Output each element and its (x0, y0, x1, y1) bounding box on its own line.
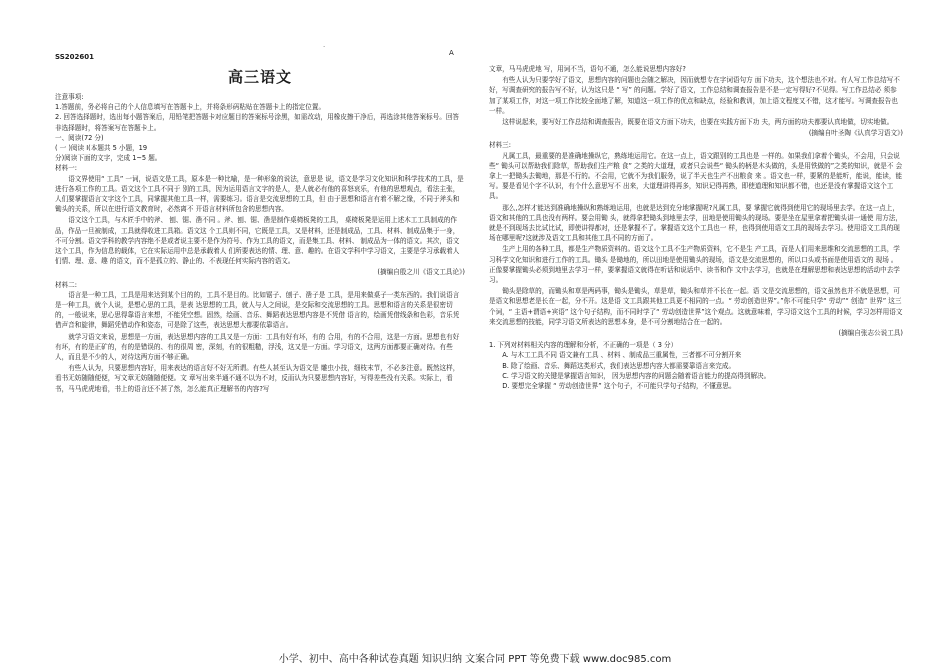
material-2-para-2: 就学习语文来说，思想是一方面，表达思想内容的工具又是一方面：工具有好有坏，有的 合用，有的不合用，这是一方面。思想也有好有坏，有的是正矿的，有的是错误的、有的很周 密，深刻，有的很粗糙，浮浅，这又是一方面。学习语文，这两方面都要正确对待。有些人，而且是不少的人，对待这两方面不够正确。 (55, 332, 460, 362)
section-part1: ( 一 )阅读 I(本题共 5 小题，19 (55, 144, 148, 153)
material-2-para-3: 有些人认为，只要思想内容好，用来表达的语言好不好无所谓。有些人甚至认为语文是 雕虫小技，细枝末节，不必多注意。既然这样，看书无妨随随便便，写文章无妨随随便便。文 章写出来半通不通不以为不对，反而认为只要思想内容好，写得差些没有关系。实际上，看 书，马马虎虎地看，书上的语言还不甚了然，怎么能真正理解书的内容?写 (55, 364, 460, 393)
notice-heading: 注意事项: (55, 93, 84, 101)
material-2-continued-3: 这样说起来，要写好工作总结和调查报告，既要在语文方面下功夫，也要在实践方面下功 夫，两方面的功夫都要认真地做，切实地做。 (502, 118, 894, 127)
material-1-label: 材料一: (55, 164, 78, 173)
material-2-continued-2: 有些人认为只要学好了语文，思想内容的问题也会随之解决，因而就想专在字词语句方 面下功夫，这个想法也不对。有人写工作总结写不好，写调查研究的报告写不好，认为这只是 “ 写” 的问题。学好了语文，工作总结和调查报告是不是一定写得好?不见得。写工作总结必 须参加了某项工作，对这一项工作比较全面地了解，知道这一项工作的优点和缺点，经验和教训，加上语文程度又不错，这才能写。写调查报告也一样。 (489, 76, 900, 115)
left-column (55, 43, 465, 395)
exam-code: SS202601 (55, 53, 94, 61)
material-2-continued-1: 文章，马马虎虎地 写，用词不当，语句不通，怎么能说思想内容好? (489, 65, 686, 73)
question-stem: 1. 下列对材料相关内容的理解和分析，不正确的一项是（ 3 分） (489, 341, 678, 350)
material-3-label: 材料三: (489, 141, 512, 150)
right-header-row (449, 49, 903, 64)
material-2-label: 材料二: (55, 280, 78, 289)
material-3-para-3: 生产上用的各种工具，都是生产物质资料的。语文这个工具不生产物质资料，它不是生 产工具，而是人们用来思维和交流思想的工具，学习科学文化知识和进行工作的工具。锄头 是锄地的，所以田地是使用锄头的现场，语文是交流思想的，所以口头或书面是使用语文的 现场 。正像要掌握锄头必须到地里去学习一样，要掌握语文就得在听话和说话中、读书和作 文中去学习，也就是在理解思想和表达思想的活动中去学习。 (489, 245, 900, 285)
top-dot: · (323, 43, 326, 51)
paper-mark: A (449, 49, 454, 57)
material-2-source: (摘编自叶圣陶《认真学习语文》) (808, 129, 903, 138)
material-1-source: (摘编自殷之川《语文工具论》) (377, 268, 465, 277)
notice-item-2: 2. 回答选择题时，选出每小题答案后，用铅笔把答题卡对应题目的答案标号涂黑，如需改动，用橡皮擦干净后，再选涂其他答案标号。回答非选择题时，将答案写在答题卡上。 (55, 113, 460, 132)
question-option-a: A. 与木工工具不同 语文兼有工具 、材料 、制成品三重属性，三者都不可分割开来 (502, 351, 742, 360)
material-1-para-1: 语文界使用“ 工具” 一词，说语文是工具，原本是一种比喻，是一种形象的说法，意思是 说，语文是学习文化知识和科学技术的工具，是进行各项工作的工具。语文这个工具不同于 别的工具，因为运用语言文字的是人，是人就必有他的喜怒哀乐，有他的思想观点，看法主张，人们要掌握语言文字这个工具，同掌握其他工具一样，需要练习。语言是交流思想的工具，但 由于思想和语言有着不解之缘，不同于斧头和锄头的关系，所以在进行语文教育时，必然离不 开语言材料所包含的思想内容。 (55, 174, 464, 214)
material-3-para-2: 那么,怎样才能达到准确地操纵和熟练地运用，也就是达到充分地掌握呢?凡属工具，要 掌握它就得到使用它的现场里去学。在这一点上，语文和其他的工具也没有两样。要会用锄 头，就得拿把锄头到地里去学，田地是使用锄头的现场。要是坐在屋里拿着把锄头讲一通使 用方法，就是不到现场去比试比试，即使讲得都对，还是掌握不了。掌握语文这个工具也一 样，也得到使用语文工具的现场去学习。使用语文工具的现场在哪里呢?这就涉及语文工具和其他工具不同的方面了。 (489, 203, 903, 243)
header-row (55, 43, 465, 64)
notice-item-1: 1.答题前，务必将自己的个人信息填写在答题卡上，并将条形码粘贴在答题卡上的指定位置。 (55, 103, 326, 112)
question-option-b: B. 除了绘画、音乐、舞蹈这类形式，我们表达思想内容大都需要靠语言来完成。 (502, 361, 736, 370)
material-2-para-1: 语言是一种工具，工具是用来达到某个目的的，工具不是目的。比如锯子、刨子、凿子是 工具，是用来做桌子一类东西的。我们说语言是一种工具，就个人说，是想心思的工具，是表 达思想的工具，就人与人之间说，是交际和交流思想的工具。思想和语言的关系是很密切的，一般说来，思心思得靠语言来想，不能凭空想。固然，绘画、音乐、舞蹈表达思想内容是不凭借 语言的，绘画凭借线条和色彩，音乐凭借声音和旋律，舞蹈凭借动作和姿态，可是除了这些，表达思想大都要依靠语言。 (55, 290, 460, 330)
section-reading: 一、阅读(72 分) (55, 133, 104, 142)
material-1-para-2: 语文这个工具，与木匠手中的斧、 刨、锯、凿不同 。斧、刨、锯、凿是制作桌椅板凳的工具， 桌椅板凳是运用上述木工工具制成的作品，作品一旦被制成，工具就得收进工具箱。语文这 个工具则不同，它既是工具，又是材料，还是制成品，工具、材料、制成品集于一身，不可分割。语文学科的教学内容绝不是或者说主要不是作为符号、作为工具的语文，而是集工具、材料、 制成品为一体的语文。其次，语文这个工具，作为信息的载体，它在实际运用中总是承载着人 们所要表达的情、理、意、趣的。在语文学科中学习语文，主要是学习承载着人们情、理、意、趣 的语文，而不是孤立的、静止的、不表现任何实际内容的语文。 (55, 216, 460, 266)
question-option-c: C. 学习语文的关键是掌握语言知识， 因为思想内容的问题会随着语言能力的提高得到解决。 (502, 371, 771, 380)
material-3-para-4: 锄头是除草的，而锄头和草是两码事，锄头是锄头，草是草，锄头和草并不长在一起。语 文是交流思想的，语文虽然也并不就是思想，可是语文和思想老是长在一起，分不开。这是语 文工具跟其他工具更不相同的一点。“ 劳动创造世界”。”你不可能只学“ 劳动”“ 创造” 世界” 这三个词，“ 主语+谓语+宾语” 这个句子结构，而不同时学了“ 劳动创造世界”这个观点。这就意味着，学习语文这个工具的时候，学习怎样用语文来交流思想的技能，同学习语文所表达的思想本身，是不可分割地结合在一起的。 (489, 287, 903, 326)
section-part1b: 分)阅读下面的文字，完成 1~5 题。 (55, 154, 162, 163)
page-title: 高三语文 (227, 68, 292, 86)
footer-banner: 小学、初中、高中各种试卷真题 知识归纳 文案合同 PPT 等免费下载 www.doc985.com (278, 654, 672, 665)
question-option-d: D. 要想完全掌握 “ 劳动创造世界” 这个句子，不可能只学句子结构，不懂意思。 (502, 382, 736, 391)
material-3-source: (摘编自张志公说工具) (838, 329, 903, 338)
material-3-para-1: 凡属工具，最重要的是准确地操纵它，熟练地运用它。在这一点上，语文跟别的工具也是 一样的。如果我们拿着个锄头，不会用，只会说些“ 锄头可以帮助我们除草，帮助我们生产粮 食” 之类的大道理，或者只会说些“ 锄头的柄是木头做的，头是用铁做的”之类的知识，就是不 会拿上一把锄头去锄地，那是不行的。不会用，它就不为我们服务，说了半天也生产不出粮食 来 。语文也一样，要紧的是能听，能说，能读，能写。要是看见个字不认识，有个什么意思写不 出来，大道理讲得再多，知识记得再熟，即使道理和知识都不错，也还是没有掌握语文这个工具。 (489, 151, 903, 201)
exam-sheet (55, 43, 903, 640)
right-column (449, 49, 903, 391)
